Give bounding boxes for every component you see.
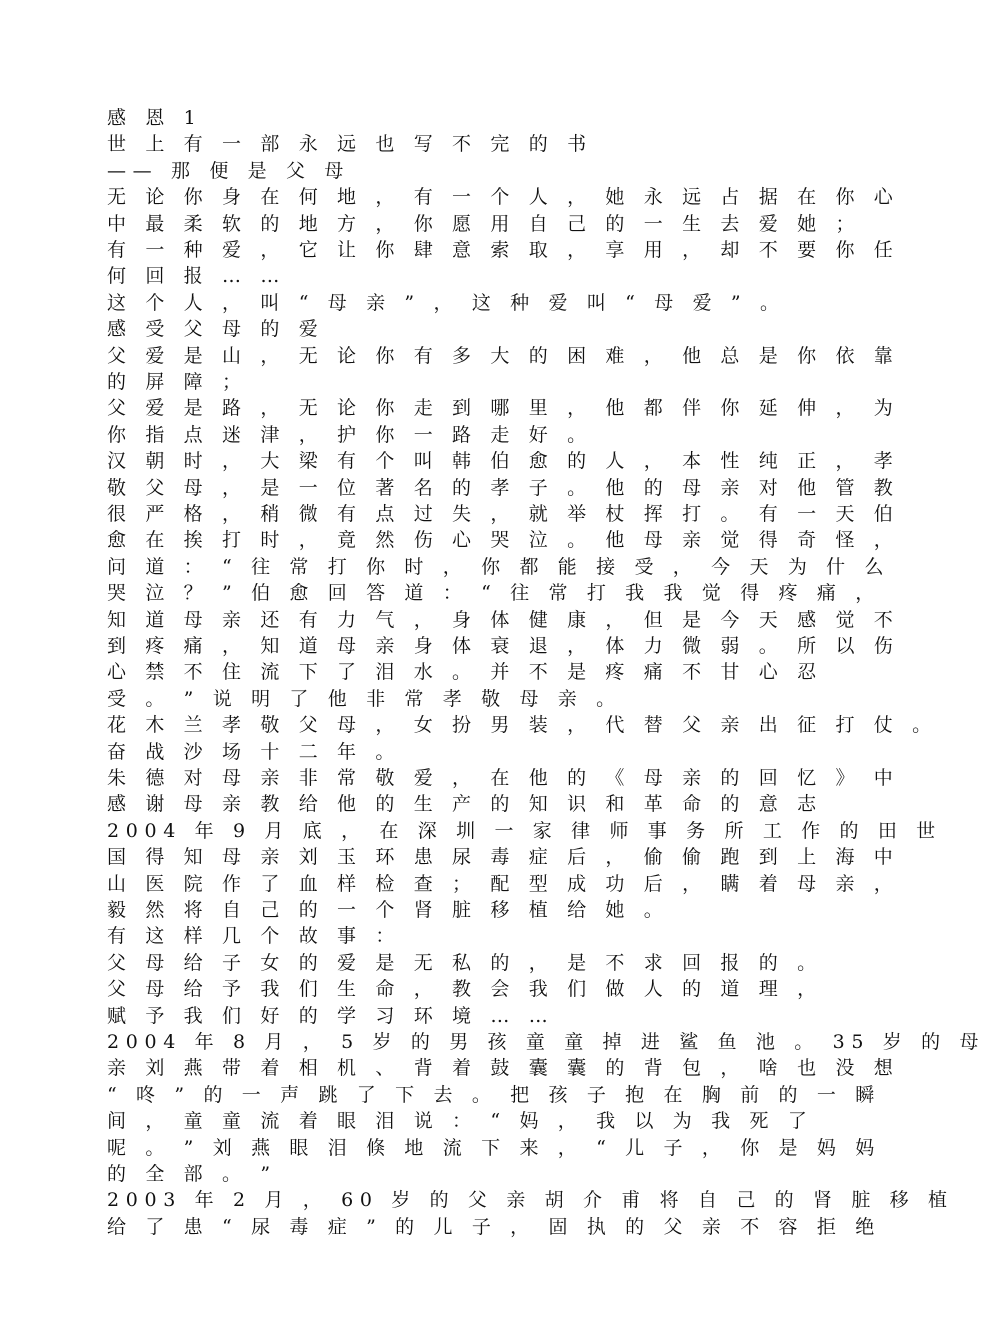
text-line: 父 母 给 子 女 的 爱 是 无 私 的 ， 是 不 求 回 报 的 。 — [107, 951, 823, 974]
text-line: 知 道 母 亲 还 有 力 气 ， 身 体 健 康 ， 但 是 今 天 感 觉 不 — [107, 608, 900, 631]
text-line: 花 木 兰 孝 敬 父 母 ， 女 扮 男 装 ， 代 替 父 亲 出 征 打 仗 。 — [107, 714, 938, 737]
text-line: 到 疼 痛 ， 知 道 母 亲 身 体 衰 退 ， 体 力 微 弱 。 所 以 伤 — [107, 635, 900, 657]
text-line: 朱 德 对 母 亲 非 常 敬 爱 ， 在 他 的 《 母 亲 的 回 忆 》 中 — [107, 767, 900, 789]
text-line: 这 个 人 ， 叫 “ 母 亲 ” ， 这 种 爱 叫 “ 母 爱 ” 。 — [107, 291, 786, 314]
text-line: 问 道 ： “ 往 常 打 你 时 ， 你 都 能 接 受 ， 今 天 为 什 么 — [107, 555, 891, 578]
text-line: 有 这 样 几 个 故 事 ： — [107, 925, 402, 948]
text-line: 你 指 点 迷 津 ， 护 你 一 路 走 好 。 — [107, 423, 593, 446]
text-line: 很 严 格 ， 稍 微 有 点 过 失 ， 就 举 杖 挥 打 。 有 一 天 伯 — [107, 503, 900, 525]
text-line: 奋 战 沙 场 十 二 年 。 — [107, 740, 402, 763]
text-line: 汉 朝 时 ， 大 梁 有 个 叫 韩 伯 愈 的 人 ， 本 性 纯 正 ， 孝 — [107, 450, 900, 473]
text-line: 敬 父 母 ， 是 一 位 著 名 的 孝 子 。 他 的 母 亲 对 他 管 教 — [107, 476, 900, 499]
text-line: 2004 年 9 月 底 ， 在 深 圳 一 家 律 师 事 务 所 工 作 的 田 世 — [107, 819, 942, 842]
text-line: 的 屏 障 ； — [107, 371, 248, 393]
text-line: 赋 予 我 们 好 的 学 习 环 境 … … — [107, 1004, 555, 1027]
text-line: 有 一 种 爱 ， 它 让 你 肆 意 索 取 ， 享 用 ， 却 不 要 你 任 — [107, 239, 900, 261]
text-line: 给 了 患 “ 尿 毒 症 ” 的 儿 子 ， 固 执 的 父 亲 不 容 拒 绝 — [107, 1215, 881, 1238]
text-line: 毅 然 将 自 己 的 一 个 肾 脏 移 植 给 她 。 — [107, 899, 670, 921]
text-line: 受 。 ” 说 明 了 他 非 常 孝 敬 母 亲 。 — [107, 687, 622, 710]
text-line: 世 上 有 一 部 永 远 也 写 不 完 的 书 — [107, 133, 593, 156]
text-line: 间 ， 童 童 流 着 眼 泪 说 ： “ 妈 ， 我 以 为 我 死 了 — [107, 1110, 814, 1133]
text-line: 2003 年 2 月 ， 60 岁 的 父 亲 胡 介 甫 将 自 己 的 肾 脏 移 植 — [107, 1189, 954, 1212]
text-line: 国 得 知 母 亲 刘 玉 环 患 尿 毒 症 后 ， 偷 偷 跑 到 上 海 中 — [107, 846, 900, 869]
text-line: 呢 。 ” 刘 燕 眼 泪 倏 地 流 下 来 ， “ 儿 子 ， 你 是 妈 妈 — [107, 1136, 881, 1159]
text-line: 中 最 柔 软 的 地 方 ， 你 愿 用 自 己 的 一 生 去 爱 她 ； — [107, 212, 862, 235]
text-line: “ 咚 ” 的 一 声 跳 了 下 去 。 把 孩 子 抱 在 胸 前 的 一 瞬 — [107, 1083, 881, 1106]
text-line: 感 谢 母 亲 教 给 他 的 生 产 的 知 识 和 革 命 的 意 志 — [107, 793, 823, 816]
text-line: 哭 泣 ？ ” 伯 愈 回 答 道 ： “ 往 常 打 我 我 觉 得 疼 痛 ， — [107, 582, 881, 605]
text-line: 亲 刘 燕 带 着 相 机 、 背 着 鼓 囊 囊 的 背 包 ， 啥 也 没 想 — [107, 1057, 900, 1080]
text-line: 感 受 父 母 的 爱 — [107, 318, 325, 341]
text-line: 无 论 你 身 在 何 地 ， 有 一 个 人 ， 她 永 远 占 据 在 你 心 — [107, 186, 900, 209]
text-line: 的 全 部 。 ” — [107, 1163, 277, 1185]
text-line: 父 爱 是 路 ， 无 论 你 走 到 哪 里 ， 他 都 伴 你 延 伸 ， 为 — [107, 397, 900, 420]
text-line: 2004 年 8 月 ， 5 岁 的 男 孩 童 童 掉 进 鲨 鱼 池 。 35 岁 的 母 — [107, 1031, 985, 1053]
text-line: 山 医 院 作 了 血 样 检 查 ； 配 型 成 功 后 ， 瞒 着 母 亲 ， — [107, 872, 900, 895]
text-line: 感 恩 1 — [107, 107, 203, 129]
text-line: —— 那 便 是 父 母 — [107, 159, 350, 182]
text-line: 父 母 给 予 我 们 生 命 ， 教 会 我 们 做 人 的 道 理 ， — [107, 978, 823, 1001]
text-line: 心 禁 不 住 流 下 了 泪 水 。 并 不 是 疼 痛 不 甘 心 忍 — [107, 661, 823, 684]
text-line: 愈 在 挨 打 时 ， 竟 然 伤 心 哭 泣 。 他 母 亲 觉 得 奇 怪 ， — [107, 529, 900, 552]
text-line: 何 回 报 … … — [107, 265, 287, 288]
text-line: 父 爱 是 山 ， 无 论 你 有 多 大 的 困 难 ， 他 总 是 你 依 靠 — [107, 344, 900, 367]
